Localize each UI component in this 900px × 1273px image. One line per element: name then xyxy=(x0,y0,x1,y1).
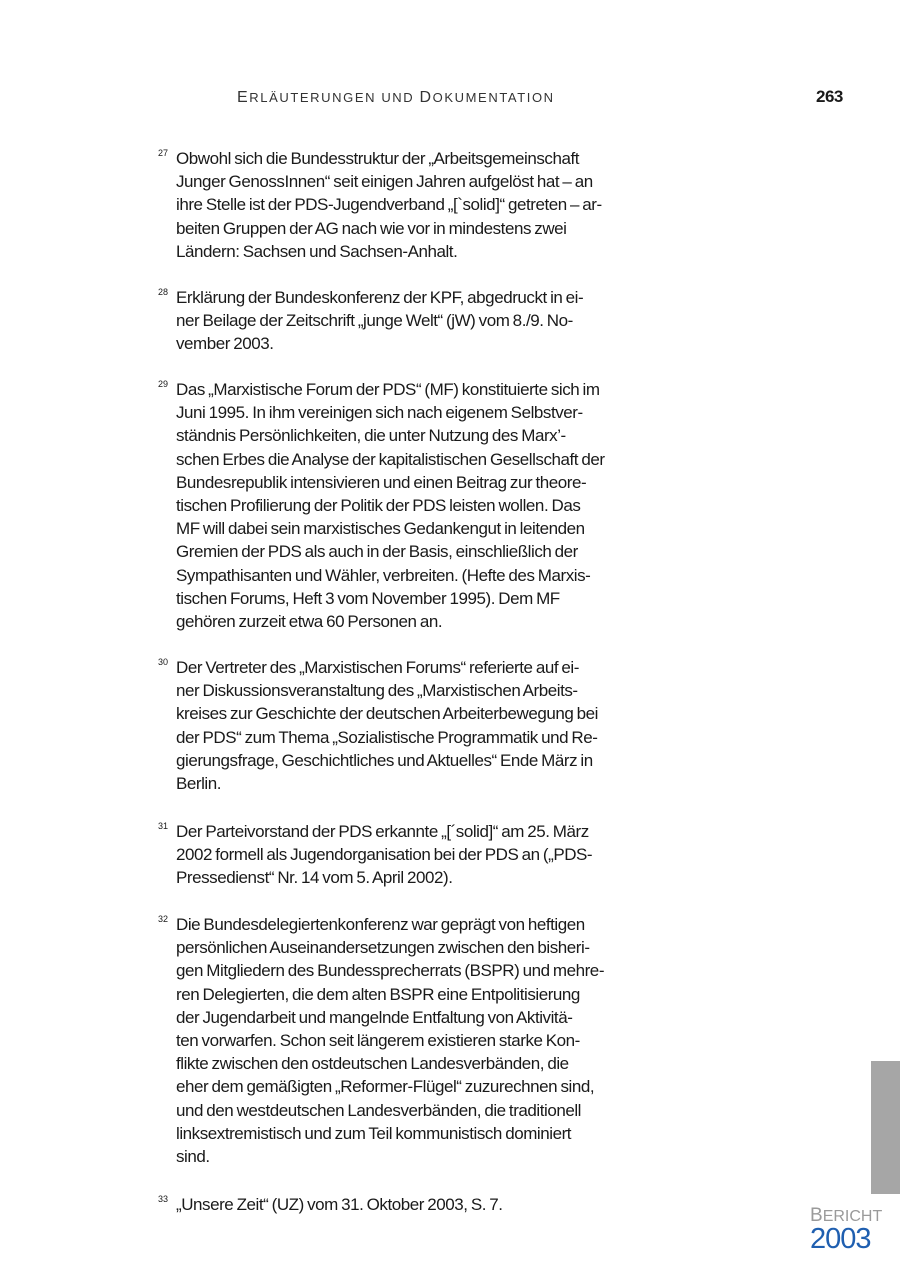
running-header xyxy=(237,89,555,107)
footnote-line: tischen Forums, Heft 3 vom November 1995). Dem MF xyxy=(176,588,560,608)
footnote-line: tischen Profilierung der Politik der PDS leisten wollen. Das xyxy=(176,496,581,516)
footnote-text xyxy=(176,147,602,263)
header-text: OKUMENTATION xyxy=(432,90,555,105)
logo-word: BERICHT xyxy=(810,1205,883,1226)
footnote-number: 27 xyxy=(158,148,169,158)
footnote-line: persönlichen Auseinandersetzungen zwischen den bisheri- xyxy=(176,938,590,958)
footnote-line: „Unsere Zeit“ (UZ) vom 31. Oktober 2003, S. 7. xyxy=(176,1195,503,1214)
footnote-number: 30 xyxy=(158,657,169,667)
footnote-line: Erklärung der Bundeskonferenz der KPF, abgedruckt in ei- xyxy=(176,288,584,307)
footnote-line: ten vorwarfen. Schon seit längerem existieren starke Kon- xyxy=(176,1031,580,1051)
footnote-line: und den westdeutschen Landesverbänden, die traditionell xyxy=(176,1100,582,1120)
footnote-text xyxy=(176,378,605,633)
footnote-line: ner Diskussionsveranstaltung des „Marxistischen Arbeits- xyxy=(176,681,578,701)
footnote-line: Obwohl sich die Bundesstruktur der „Arbeitsgemeinschaft xyxy=(176,149,580,168)
footnote-line: Gremien der PDS als auch in der Basis, einschließlich der xyxy=(176,542,578,562)
footnote-line: Pressedienst“ Nr. 14 vom 5. April 2002). xyxy=(176,868,453,888)
footnote-line: Der Parteivorstand der PDS erkannte „[´solid]“ am 25. März xyxy=(176,822,589,841)
footnote-line: 2002 formell als Jugendorganisation bei der PDS an („PDS- xyxy=(176,845,593,865)
header-cap: D xyxy=(419,89,433,106)
footnote-line: Bundesrepublik intensivieren und einen Beitrag zur theore- xyxy=(176,472,587,492)
footnote-number: 28 xyxy=(158,287,169,297)
footnote-text xyxy=(176,913,604,1168)
footnote-line: flikte zwischen den ostdeutschen Landesverbänden, die xyxy=(176,1054,569,1074)
footnote-text xyxy=(176,1193,503,1216)
footnote-number: 32 xyxy=(158,914,169,924)
header-cap: E xyxy=(237,89,250,106)
footnote-number: 33 xyxy=(158,1194,169,1204)
header-text: RLÄUTERUNGEN UND xyxy=(249,90,420,105)
footnote-line: der Jugendarbeit und mangelnde Entfaltung von Aktivitä- xyxy=(176,1007,573,1027)
footnote-line: Juni 1995. In ihm vereinigen sich nach eigenem Selbstver- xyxy=(176,403,583,423)
page-number: 263 xyxy=(816,87,843,106)
report-logo xyxy=(810,1205,883,1255)
footnote-line: beiten Gruppen der AG nach wie vor in mindestens zwei xyxy=(176,218,567,238)
footnote-line: der PDS“ zum Thema „Sozialistische Programmatik und Re- xyxy=(176,727,598,747)
footnote-line: ren Delegierten, die dem alten BSPR eine Entpolitisierung xyxy=(176,984,580,1004)
footnote-line: Der Vertreter des „Marxistischen Forums“ referierte auf ei- xyxy=(176,658,579,677)
logo-year: 2003 xyxy=(810,1223,871,1255)
footnote-line: vember 2003. xyxy=(176,334,274,354)
footnote-number: 31 xyxy=(158,821,169,831)
footnote-line: Die Bundesdelegiertenkonferenz war geprägt von heftigen xyxy=(176,915,585,934)
footnote-line: ner Beilage der Zeitschrift „junge Welt“ (jW) vom 8./9. No- xyxy=(176,311,573,331)
footnote-line: Ländern: Sachsen und Sachsen-Anhalt. xyxy=(176,241,458,261)
footnote-line: linksextremistisch und zum Teil kommunistisch dominiert xyxy=(176,1123,572,1143)
footnote-line: gen Mitgliedern des Bundessprecherrats (BSPR) und mehre- xyxy=(176,961,605,981)
footnote-line: eher dem gemäßigten „Reformer-Flügel“ zuzurechnen sind, xyxy=(176,1077,595,1097)
footnote-line: kreises zur Geschichte der deutschen Arbeiterbewegung bei xyxy=(176,704,598,724)
footnote-line: Sympathisanten und Wähler, verbreiten. (Hefte des Marxis- xyxy=(176,565,591,585)
footnote-line: sind. xyxy=(176,1147,210,1167)
footnote-text xyxy=(176,656,598,795)
footnote-line: ständnis Persönlichkeiten, die unter Nutzung des Marx’- xyxy=(176,426,566,446)
footnote-line: gierungsfrage, Geschichtliches und Aktuelles“ Ende März in xyxy=(176,750,593,770)
footnote-line: ihre Stelle ist der PDS-Jugendverband „[`solid]“ getreten – ar- xyxy=(176,195,602,215)
footnote-text xyxy=(176,820,592,890)
footnote-line: Berlin. xyxy=(176,774,222,794)
footnote-line: schen Erbes die Analyse der kapitalistischen Gesellschaft der xyxy=(176,449,605,469)
footnote-line: Das „Marxistische Forum der PDS“ (MF) konstituierte sich im xyxy=(176,380,600,399)
footnote-number: 29 xyxy=(158,379,169,389)
footnote-line: Junger GenossInnen“ seit einigen Jahren aufgelöst hat – an xyxy=(176,172,593,192)
footnote-line: gehören zurzeit etwa 60 Personen an. xyxy=(176,612,443,632)
footnote-line: MF will dabei sein marxistisches Gedankengut in leitenden xyxy=(176,519,585,539)
chapter-tab-marker xyxy=(871,1061,900,1194)
footnote-text xyxy=(176,286,583,356)
